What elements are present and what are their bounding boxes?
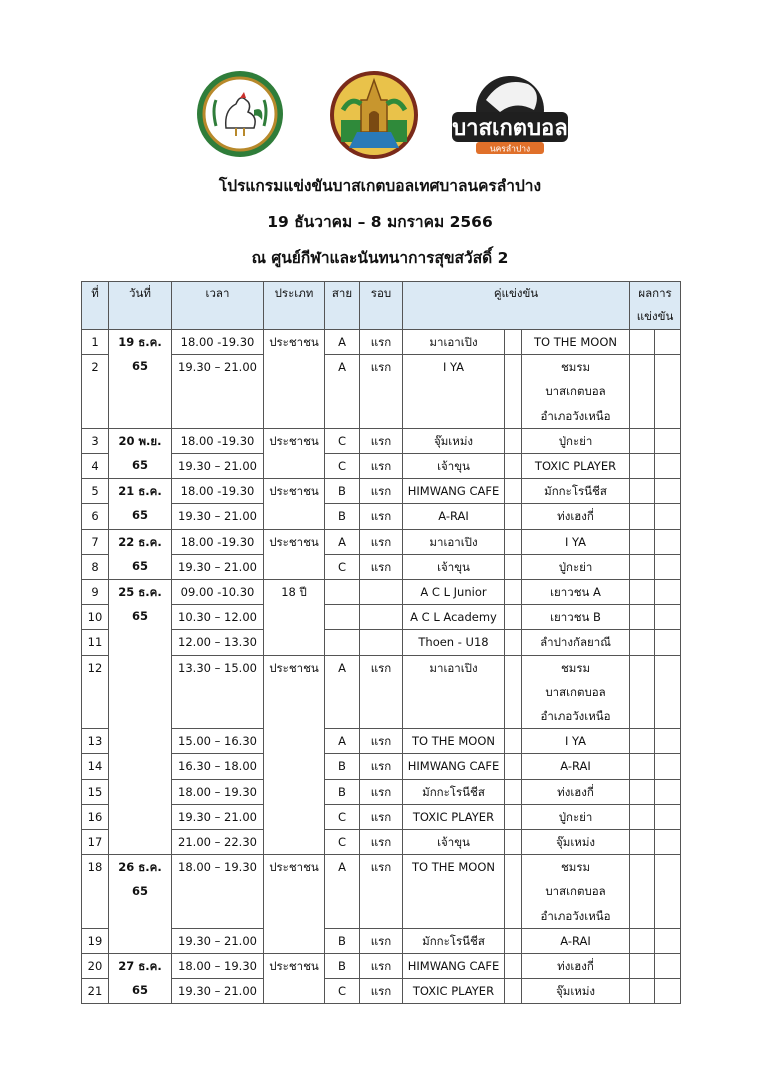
cell-vs-spacer — [505, 779, 522, 804]
header-group: สาย — [325, 282, 360, 330]
cell-vs-spacer — [505, 979, 522, 1004]
team2-line: ชมรม — [560, 660, 591, 675]
cell-time: 21.00 – 22.30 — [172, 830, 264, 855]
cell-team1: TO THE MOON — [403, 855, 505, 929]
svg-text:บาสเกตบอล: บาสเกตบอล — [452, 116, 568, 141]
cell-result-b — [655, 804, 681, 829]
cell-round: แรก — [360, 454, 403, 479]
table-row — [82, 928, 681, 953]
cell-group: A — [325, 355, 360, 429]
cell-vs-spacer — [505, 454, 522, 479]
table-body — [82, 330, 681, 1004]
cell-no: 11 — [82, 630, 109, 655]
cell-team2: จุ๊มเหม่ง — [522, 979, 630, 1004]
cell-vs-spacer — [505, 855, 522, 929]
cell-team1: A C L Junior — [403, 580, 505, 605]
cell-vs-spacer — [505, 630, 522, 655]
cell-team1: เจ้าขุน — [403, 830, 505, 855]
cell-team1: เจ้าขุน — [403, 554, 505, 579]
cell-round: แรก — [360, 804, 403, 829]
cell-group: B — [325, 479, 360, 504]
cell-team2 — [522, 655, 630, 729]
team2-line: อำเภอวังเหนือ — [540, 709, 611, 724]
cell-result-a — [630, 605, 655, 630]
team2-line: ชมรม — [560, 360, 591, 375]
cell-team1: มาเอาเปิง — [403, 330, 505, 355]
cell-round — [360, 630, 403, 655]
cell-no: 18 — [82, 855, 109, 929]
date-text: 21 ธ.ค. — [118, 484, 162, 499]
cell-team1: A-RAI — [403, 504, 505, 529]
table-row — [82, 804, 681, 829]
cell-group: B — [325, 928, 360, 953]
cell-time: 19.30 – 21.00 — [172, 454, 264, 479]
table-row — [82, 479, 681, 504]
table-row — [82, 330, 681, 355]
cell-round — [360, 580, 403, 605]
team2-line: ชมรม — [560, 860, 591, 875]
header-type: ประเภท — [264, 282, 325, 330]
cell-team1: HIMWANG CAFE — [403, 754, 505, 779]
cell-team1: TO THE MOON — [403, 729, 505, 754]
cell-result-a — [630, 928, 655, 953]
cell-type: ประชาชน — [264, 655, 325, 855]
cell-date — [109, 330, 172, 429]
cell-team2: ลำปางกัลยาณี — [522, 630, 630, 655]
cell-result-b — [655, 454, 681, 479]
cell-group — [325, 580, 360, 605]
table-row — [82, 580, 681, 605]
cell-team2: TO THE MOON — [522, 330, 630, 355]
cell-vs-spacer — [505, 529, 522, 554]
cell-time: 18.00 -19.30 — [172, 479, 264, 504]
cell-date — [109, 529, 172, 579]
cell-round: แรก — [360, 355, 403, 429]
header-no: ที่ — [82, 282, 109, 330]
cell-team2: เยาวชน A — [522, 580, 630, 605]
cell-result-b — [655, 330, 681, 355]
cell-group: C — [325, 804, 360, 829]
cell-group: C — [325, 428, 360, 453]
cell-result-b — [655, 630, 681, 655]
cell-type: ประชาชน — [264, 529, 325, 579]
cell-time: 19.30 – 21.00 — [172, 979, 264, 1004]
logo-bar — [0, 70, 760, 165]
cell-team2: TOXIC PLAYER — [522, 454, 630, 479]
cell-result-a — [630, 479, 655, 504]
cell-group: C — [325, 554, 360, 579]
cell-date — [109, 479, 172, 529]
cell-vs-spacer — [505, 330, 522, 355]
cell-type: 18 ปี — [264, 580, 325, 656]
cell-team2: จุ๊มเหม่ง — [522, 830, 630, 855]
header-result-line1: ผลการ — [638, 286, 672, 300]
cell-vs-spacer — [505, 504, 522, 529]
cell-round: แรก — [360, 655, 403, 729]
cell-group: B — [325, 754, 360, 779]
cell-result-b — [655, 554, 681, 579]
cell-vs-spacer — [505, 954, 522, 979]
cell-result-a — [630, 330, 655, 355]
table-row — [82, 428, 681, 453]
cell-round: แรก — [360, 428, 403, 453]
cell-team1: จุ๊มเหม่ง — [403, 428, 505, 453]
cell-result-a — [630, 630, 655, 655]
cell-vs-spacer — [505, 754, 522, 779]
cell-vs-spacer — [505, 428, 522, 453]
cell-group — [325, 605, 360, 630]
table-row — [82, 729, 681, 754]
cell-team1: A C L Academy — [403, 605, 505, 630]
header-time: เวลา — [172, 282, 264, 330]
title-line-3: ณ ศูนย์กีฬาและนันทนาการสุขสวัสดิ์ 2 — [251, 249, 509, 267]
cell-result-a — [630, 954, 655, 979]
cell-no: 2 — [82, 355, 109, 429]
cell-vs-spacer — [505, 554, 522, 579]
cell-type: ประชาชน — [264, 954, 325, 1004]
cell-date — [109, 428, 172, 478]
cell-round: แรก — [360, 529, 403, 554]
cell-result-a — [630, 855, 655, 929]
cell-vs-spacer — [505, 729, 522, 754]
cell-date — [109, 954, 172, 1004]
cell-time: 13.30 – 15.00 — [172, 655, 264, 729]
basketball-club-logo — [446, 70, 574, 162]
cell-time: 18.00 -19.30 — [172, 428, 264, 453]
cell-result-a — [630, 355, 655, 429]
table-row — [82, 754, 681, 779]
date-text: 22 ธ.ค. — [118, 534, 162, 549]
cell-result-a — [630, 580, 655, 605]
cell-vs-spacer — [505, 355, 522, 429]
cell-no: 20 — [82, 954, 109, 979]
cell-no: 9 — [82, 580, 109, 605]
cell-time: 18.00 – 19.30 — [172, 779, 264, 804]
cell-round: แรก — [360, 729, 403, 754]
cell-no: 13 — [82, 729, 109, 754]
cell-result-b — [655, 428, 681, 453]
cell-result-a — [630, 655, 655, 729]
cell-vs-spacer — [505, 580, 522, 605]
title-line-1: โปรแกรมแข่งขันบาสเกตบอลเทศบาลนครลำปาง — [218, 177, 542, 195]
cell-result-b — [655, 954, 681, 979]
table-header-row — [82, 282, 681, 330]
header-round: รอบ — [360, 282, 403, 330]
cell-type: ประชาชน — [264, 428, 325, 478]
header-result-line2: แข่งขัน — [636, 309, 674, 323]
cell-type: ประชาชน — [264, 479, 325, 529]
cell-group: B — [325, 954, 360, 979]
cell-vs-spacer — [505, 479, 522, 504]
cell-no: 3 — [82, 428, 109, 453]
document-title-block — [0, 176, 760, 268]
cell-no: 6 — [82, 504, 109, 529]
cell-team1: มักกะโรนีชีส — [403, 779, 505, 804]
cell-time: 15.00 – 16.30 — [172, 729, 264, 754]
date-text: 65 — [131, 609, 148, 624]
cell-group: A — [325, 330, 360, 355]
cell-no: 4 — [82, 454, 109, 479]
cell-no: 17 — [82, 830, 109, 855]
cell-group: C — [325, 979, 360, 1004]
cell-group: A — [325, 855, 360, 929]
date-text: 65 — [131, 508, 148, 523]
cell-result-b — [655, 355, 681, 429]
table-row — [82, 954, 681, 979]
cell-time: 09.00 -10.30 — [172, 580, 264, 605]
header-match: คู่แข่งขัน — [403, 282, 630, 330]
table-row — [82, 979, 681, 1004]
cell-team1: I YA — [403, 355, 505, 429]
table-row — [82, 830, 681, 855]
lampang-province-seal-logo — [329, 70, 419, 160]
cell-result-a — [630, 729, 655, 754]
cell-date — [109, 855, 172, 954]
cell-result-b — [655, 605, 681, 630]
cell-result-a — [630, 454, 655, 479]
table-row — [82, 779, 681, 804]
cell-group: B — [325, 504, 360, 529]
cell-result-b — [655, 855, 681, 929]
table-row — [82, 529, 681, 554]
cell-team2 — [522, 355, 630, 429]
cell-vs-spacer — [505, 830, 522, 855]
cell-team1: TOXIC PLAYER — [403, 979, 505, 1004]
cell-time: 18.00 -19.30 — [172, 529, 264, 554]
cell-time: 19.30 – 21.00 — [172, 804, 264, 829]
date-text: 65 — [131, 884, 148, 899]
cell-time: 19.30 – 21.00 — [172, 554, 264, 579]
cell-no: 16 — [82, 804, 109, 829]
cell-team2: I YA — [522, 529, 630, 554]
cell-team2: ท่งเฮงกี่ — [522, 779, 630, 804]
cell-team1: HIMWANG CAFE — [403, 954, 505, 979]
cell-team2: ท่งเฮงกี่ — [522, 504, 630, 529]
cell-round: แรก — [360, 779, 403, 804]
cell-group: A — [325, 729, 360, 754]
table-row — [82, 454, 681, 479]
header-result — [630, 282, 681, 330]
cell-result-a — [630, 979, 655, 1004]
cell-team2: ท่งเฮงกี่ — [522, 954, 630, 979]
cell-time: 19.30 – 21.00 — [172, 928, 264, 953]
team2-line: บาสเกตบอล — [545, 684, 606, 699]
cell-no: 7 — [82, 529, 109, 554]
table-row — [82, 504, 681, 529]
cell-time: 12.00 – 13.30 — [172, 630, 264, 655]
cell-team1: HIMWANG CAFE — [403, 479, 505, 504]
cell-result-a — [630, 830, 655, 855]
cell-result-a — [630, 779, 655, 804]
cell-result-a — [630, 529, 655, 554]
cell-result-b — [655, 504, 681, 529]
table-row — [82, 605, 681, 630]
date-text: 65 — [131, 558, 148, 573]
cell-group: C — [325, 830, 360, 855]
cell-round: แรก — [360, 855, 403, 929]
cell-team2: เยาวชน B — [522, 605, 630, 630]
cell-round: แรก — [360, 504, 403, 529]
cell-team2: ปู่กะย่า — [522, 428, 630, 453]
cell-round: แรก — [360, 479, 403, 504]
cell-type: ประชาชน — [264, 330, 325, 429]
cell-team1: มักกะโรนีชีส — [403, 928, 505, 953]
cell-no: 14 — [82, 754, 109, 779]
cell-no: 15 — [82, 779, 109, 804]
cell-team1: เจ้าขุน — [403, 454, 505, 479]
cell-time: 19.30 – 21.00 — [172, 355, 264, 429]
date-text: 65 — [131, 359, 148, 374]
header-date: วันที่ — [109, 282, 172, 330]
table-row — [82, 855, 681, 929]
cell-vs-spacer — [505, 655, 522, 729]
cell-no: 19 — [82, 928, 109, 953]
cell-result-b — [655, 754, 681, 779]
cell-round: แรก — [360, 954, 403, 979]
cell-group — [325, 630, 360, 655]
team2-line: อำเภอวังเหนือ — [540, 908, 611, 923]
date-text: 65 — [131, 458, 148, 473]
cell-team2: A-RAI — [522, 754, 630, 779]
cell-time: 18.00 – 19.30 — [172, 855, 264, 929]
cell-type: ประชาชน — [264, 855, 325, 954]
cell-group: A — [325, 655, 360, 729]
municipality-seal-logo — [196, 70, 284, 158]
cell-result-a — [630, 804, 655, 829]
cell-result-b — [655, 830, 681, 855]
cell-time: 16.30 – 18.00 — [172, 754, 264, 779]
date-text: 27 ธ.ค. — [118, 959, 162, 974]
date-text: 25 ธ.ค. — [118, 585, 162, 600]
team2-line: บาสเกตบอล — [545, 884, 606, 899]
table-row — [82, 355, 681, 429]
cell-result-b — [655, 580, 681, 605]
cell-vs-spacer — [505, 804, 522, 829]
cell-result-a — [630, 428, 655, 453]
title-line-2: 19 ธันวาคม – 8 มกราคม 2566 — [267, 213, 493, 231]
cell-time: 18.00 – 19.30 — [172, 954, 264, 979]
date-text: 26 ธ.ค. — [118, 860, 162, 875]
cell-vs-spacer — [505, 605, 522, 630]
schedule-table — [81, 281, 681, 1004]
cell-team1: มาเอาเปิง — [403, 655, 505, 729]
cell-team2: มักกะโรนีชีส — [522, 479, 630, 504]
cell-team1: มาเอาเปิง — [403, 529, 505, 554]
table-row — [82, 655, 681, 729]
cell-group: B — [325, 779, 360, 804]
cell-round: แรก — [360, 830, 403, 855]
cell-time: 10.30 – 12.00 — [172, 605, 264, 630]
date-text: 19 ธ.ค. — [118, 335, 162, 349]
cell-no: 5 — [82, 479, 109, 504]
cell-round: แรก — [360, 979, 403, 1004]
cell-round: แรก — [360, 754, 403, 779]
cell-result-b — [655, 729, 681, 754]
cell-group: A — [325, 529, 360, 554]
cell-team2: ปู่กะย่า — [522, 804, 630, 829]
cell-result-b — [655, 655, 681, 729]
cell-time: 19.30 – 21.00 — [172, 504, 264, 529]
cell-team2 — [522, 855, 630, 929]
cell-no: 12 — [82, 655, 109, 729]
cell-time: 18.00 -19.30 — [172, 330, 264, 355]
cell-team2: A-RAI — [522, 928, 630, 953]
cell-result-a — [630, 504, 655, 529]
cell-result-a — [630, 554, 655, 579]
cell-result-b — [655, 779, 681, 804]
cell-result-a — [630, 754, 655, 779]
cell-result-b — [655, 928, 681, 953]
cell-no: 8 — [82, 554, 109, 579]
cell-date — [109, 580, 172, 855]
cell-no: 21 — [82, 979, 109, 1004]
cell-team2: I YA — [522, 729, 630, 754]
cell-result-b — [655, 979, 681, 1004]
table-row — [82, 554, 681, 579]
cell-team1: TOXIC PLAYER — [403, 804, 505, 829]
cell-no: 1 — [82, 330, 109, 355]
svg-text:นครลำปาง: นครลำปาง — [489, 144, 531, 155]
cell-team1: Thoen - U18 — [403, 630, 505, 655]
team2-line: อำเภอวังเหนือ — [540, 408, 611, 423]
cell-round — [360, 605, 403, 630]
cell-no: 10 — [82, 605, 109, 630]
cell-round: แรก — [360, 330, 403, 355]
cell-round: แรก — [360, 928, 403, 953]
cell-round: แรก — [360, 554, 403, 579]
cell-result-b — [655, 479, 681, 504]
date-text: 65 — [131, 983, 148, 998]
date-text: 20 พ.ย. — [118, 433, 162, 448]
cell-result-b — [655, 529, 681, 554]
team2-line: บาสเกตบอล — [545, 384, 606, 399]
cell-team2: ปู่กะย่า — [522, 554, 630, 579]
cell-group: C — [325, 454, 360, 479]
table-row — [82, 630, 681, 655]
cell-vs-spacer — [505, 928, 522, 953]
